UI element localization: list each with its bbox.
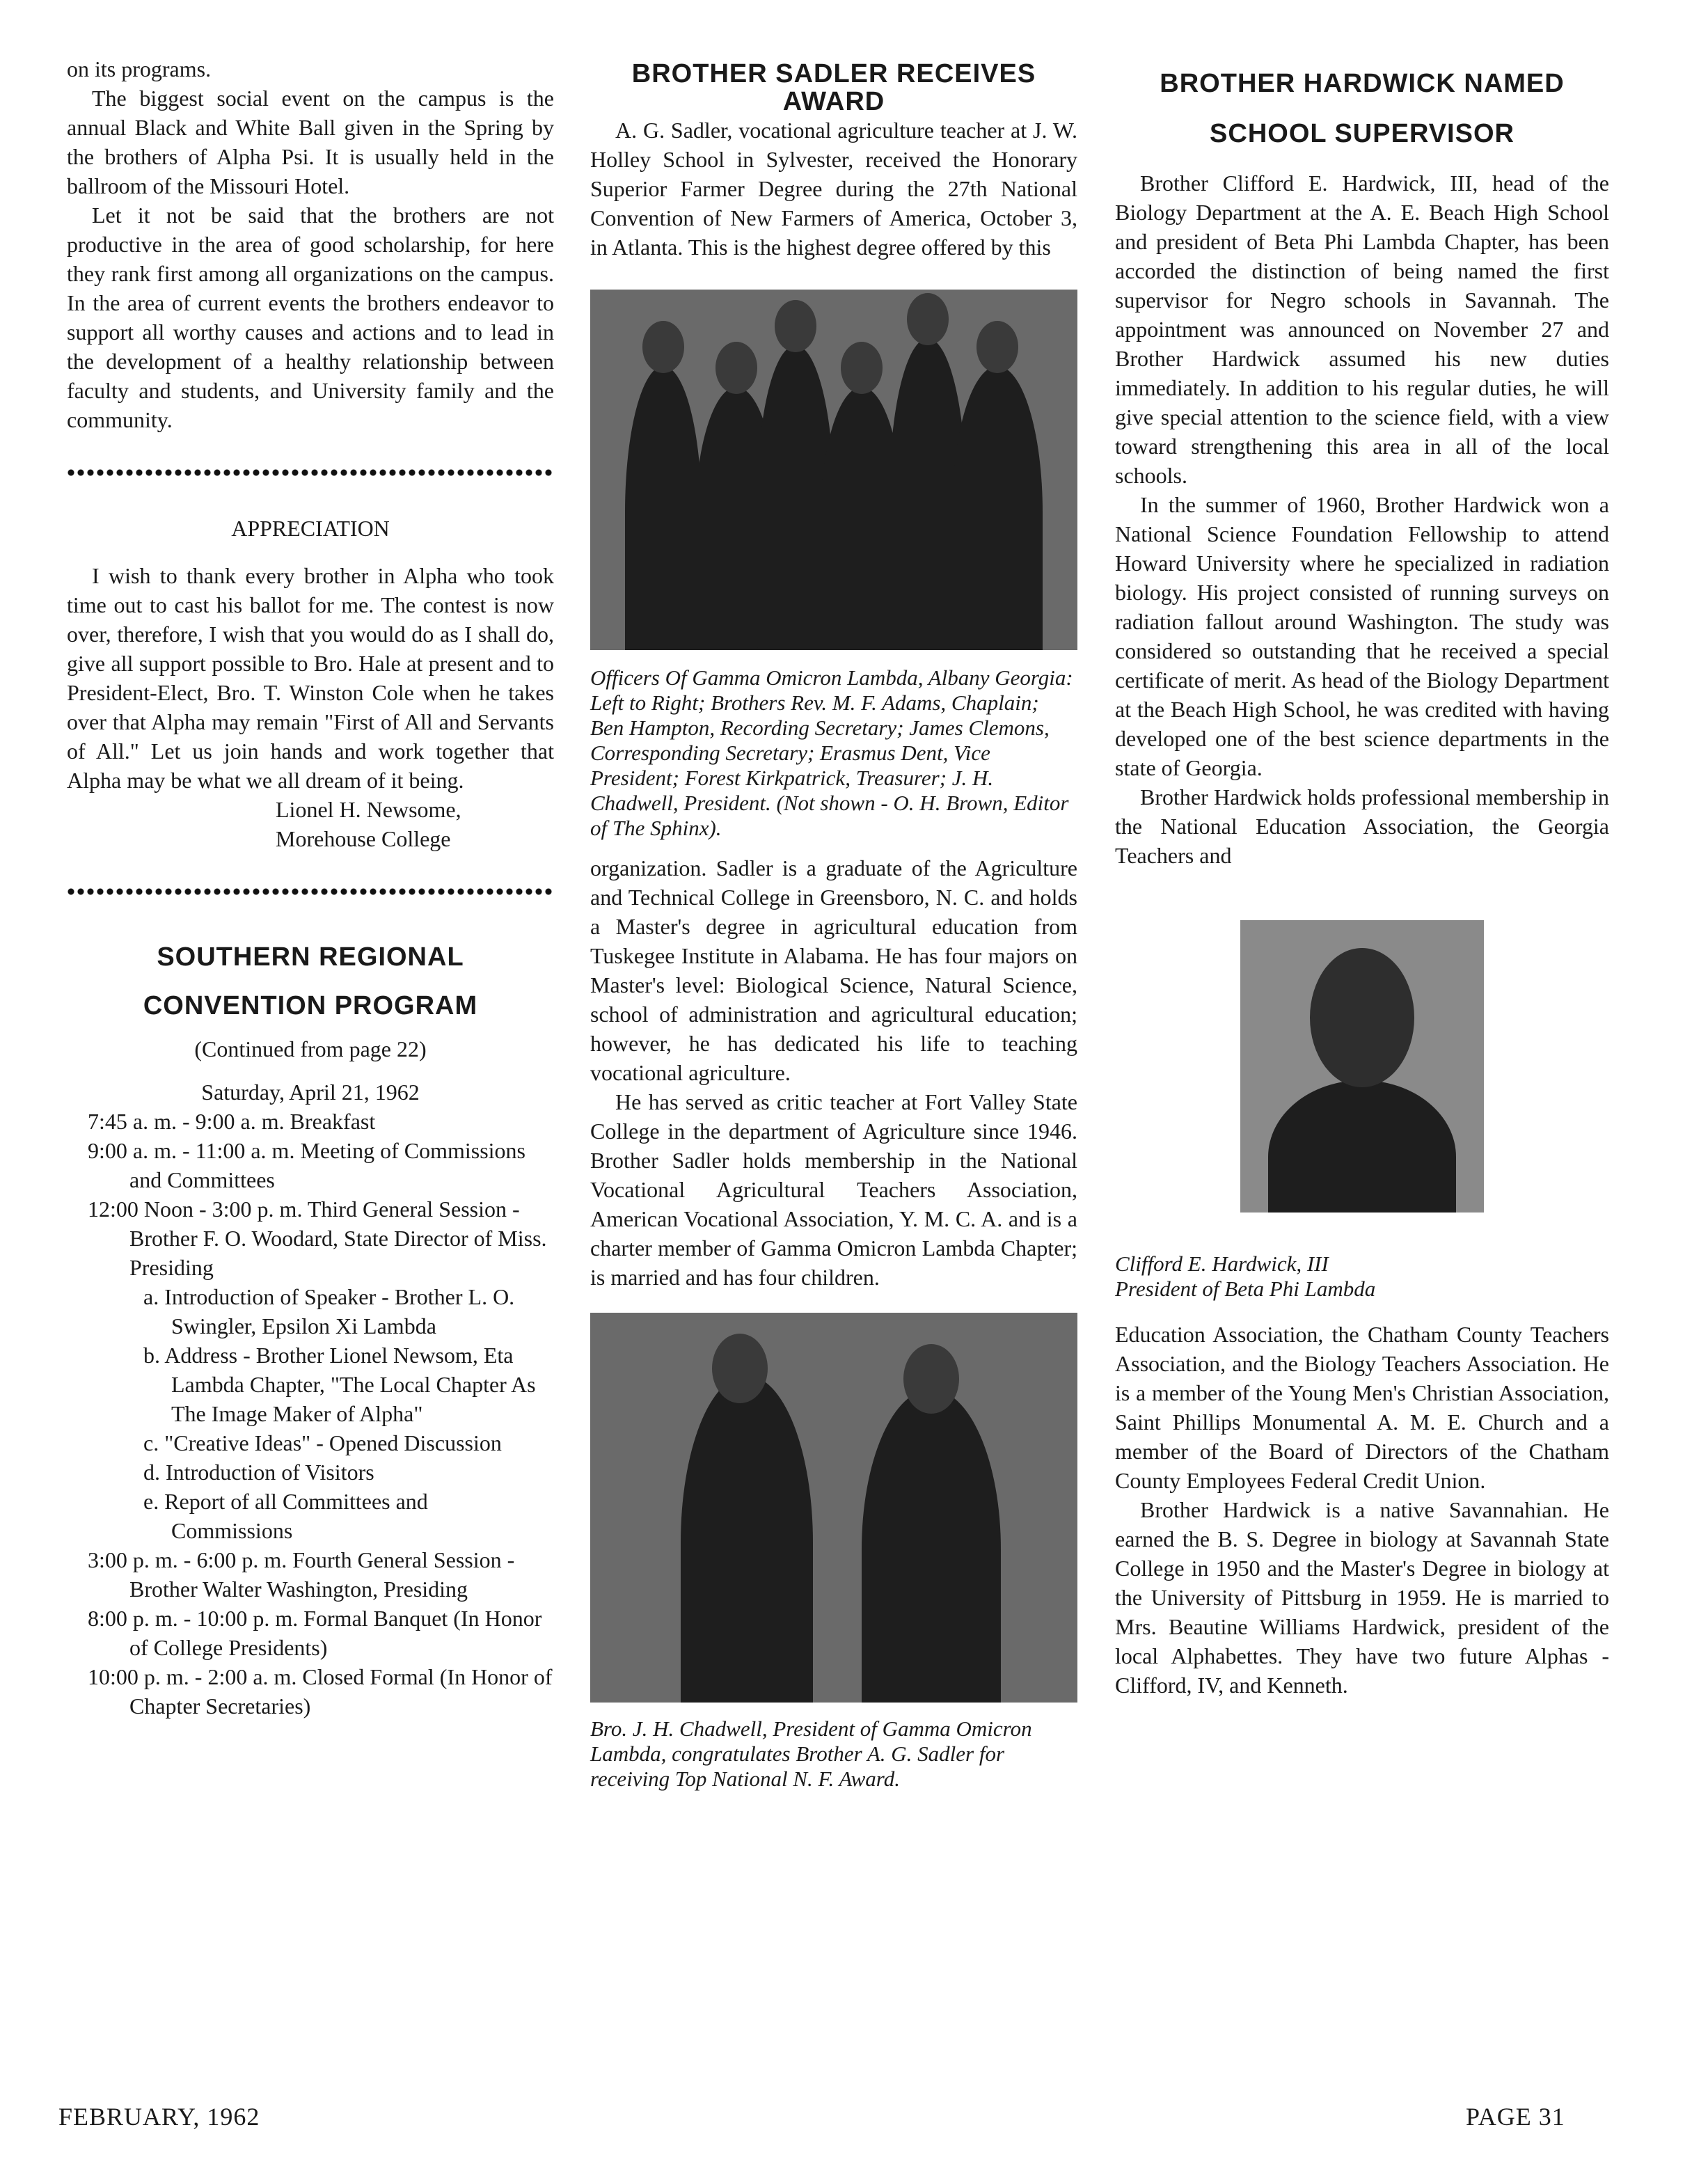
photo-face <box>903 1344 959 1414</box>
photo-face <box>642 321 684 373</box>
photo-figure <box>1268 1080 1456 1213</box>
program-heading-line2: CONVENTION PROGRAM <box>143 991 478 1020</box>
photo-figure <box>681 1375 813 1703</box>
schedule-subitem: b. Address - Brother Lionel Newsom, Eta Lambda Chapter, "The Local Chapter As The Image Maker of Alpha" <box>143 1343 536 1426</box>
program-schedule <box>67 1077 554 1721</box>
schedule-subitem: e. Report of all Committees and Commissions <box>143 1489 428 1543</box>
photo-face <box>1310 948 1414 1087</box>
sadler-body: He has served as critic teacher at Fort Valley State College in the department of Agriculture since 1946. Brother Sadler holds membership in the National Vocational Agricultural Teachers Association, American Vocational Association, Y. M. C. A. and is a charter member of Gamma Omicron Lambda Chapter; is married and has four children. <box>590 1089 1077 1290</box>
photo-face <box>715 342 757 394</box>
photo-figure <box>625 366 702 650</box>
footer-date: FEBRUARY, 1962 <box>58 2103 260 2131</box>
hardwick-paragraph: Brother Hardwick is a native Savannahian. He earned the B. S. Degree in biology at Savannah State College in 1950 and the Master's Degree in biology at the University of Pittsburg in 1959. He is married to Mrs. Beautine Williams Hardwick, president of the local Alphabettes. They have two future Alphas - Clifford, IV, and Kenneth. <box>1115 1497 1609 1698</box>
signature-school: Morehouse College <box>276 826 451 851</box>
column-right <box>1115 58 1609 1700</box>
program-heading-line1: SOUTHERN REGIONAL <box>157 942 464 972</box>
continued-note: (Continued from page 22) <box>194 1036 427 1061</box>
schedule-subitem: d. Introduction of Visitors <box>143 1460 374 1485</box>
schedule-item: 8:00 p. m. - 10:00 p. m. Formal Banquet (In Honor of College Presidents) <box>88 1606 542 1660</box>
footer-page-number: PAGE 31 <box>1466 2103 1565 2131</box>
photo-face <box>907 293 949 345</box>
continuation-text: on its programs. <box>67 56 212 81</box>
schedule-item: 10:00 p. m. - 2:00 a. m. Closed Formal (In Honor of Chapter Secretaries) <box>88 1664 553 1719</box>
photo-face <box>841 342 883 394</box>
sadler-heading-line2: AWARD <box>782 87 885 116</box>
schedule-date: Saturday, April 21, 1962 <box>201 1080 420 1105</box>
hardwick-paragraph: Brother Hardwick holds professional membership in the National Education Association, the Georgia Teachers and <box>1115 784 1609 868</box>
schedule-item: 3:00 p. m. - 6:00 p. m. Fourth General Session - Brother Walter Washington, Presiding <box>88 1547 515 1602</box>
hardwick-paragraph: Brother Clifford E. Hardwick, III, head of the Biology Department at the A. E. Beach High School and president of Beta Phi Lambda Chapter, has been accorded the distinction of being named the first supervisor for Negro schools in Savannah. The appointment was announced on November 27 and Brother Hardwick assumed his new duties immediately. In addition to his regular duties, he will give special attention to the science field, with a view toward strengthening this area in all of the local schools. <box>1115 171 1609 488</box>
appreciation-heading: APPRECIATION <box>231 516 390 541</box>
appreciation-body: I wish to thank every brother in Alpha who took time out to cast his ballot for me. The contest is now over, therefore, I wish that you would do as I shall do, give all support possible to Bro. Hale at present and to President-Elect, Bro. T. Winston Cole when he takes over that Alpha may remain "First of All and Servants of All." Let us join hands and work together that Alpha may be what we all dream of it being. <box>67 563 554 793</box>
hardwick-paragraph: In the summer of 1960, Brother Hardwick won a National Science Foundation Fellowship to attend Howard University where he specialized in radiation biology. His project consisted of running surveys on radiation fallout around Washington. The study was considered so outstanding that he received a special certificate of merit. As head of the Biology Department at the Beach High School, he was credited with having developed one of the best science departments in the state of Georgia. <box>1115 492 1609 780</box>
column-middle <box>590 60 1077 1792</box>
schedule-subitem: a. Introduction of Speaker - Brother L. O. Swingler, Epsilon Xi Lambda <box>143 1284 515 1338</box>
photo-face <box>712 1334 768 1403</box>
signature-name: Lionel H. Newsome, <box>276 797 461 822</box>
paragraph: Let it not be said that the brothers are not productive in the area of good scholarship, for here they rank first among all organizations on the campus. In the area of current events the brothers endeavor to support all worthy causes and actions and to lead in the development of a healthy relationship between faculty and students, and University family and the community. <box>67 203 554 432</box>
column-left <box>67 54 554 1721</box>
schedule-item: 9:00 a. m. - 11:00 a. m. Meeting of Commissions and Committees <box>88 1138 525 1192</box>
hardwick-heading-line2: SCHOOL SUPERVISOR <box>1210 119 1515 148</box>
divider <box>67 887 554 897</box>
portrait-caption: President of Beta Phi Lambda <box>1115 1277 1376 1301</box>
chadwell-sadler-photo <box>590 1313 1077 1703</box>
schedule-subitem: c. "Creative Ideas" - Opened Discussion <box>143 1430 502 1455</box>
portrait-caption: Clifford E. Hardwick, III <box>1115 1251 1329 1276</box>
hardwick-paragraph: Education Association, the Chatham County Teachers Association, and the Biology Teachers Association. He is a member of the Young Men's Christian Association, Saint Phillips Monumental A. M. E. Church and a member of the Board of Directors of the Chatham County Employees Federal Credit Union. <box>1115 1322 1609 1493</box>
sadler-body: organization. Sadler is a graduate of the Agriculture and Technical College in Greensboro, N. C. and holds a Master's degree in agricultural education from Tuskegee Institute in Alabama. He has four majors on Master's level: Biological Science, Natural Science, school of administration and agricultural education; however, he has dedicated his life to teaching vocational agriculture. <box>590 855 1077 1085</box>
photo-figure <box>952 366 1043 650</box>
photo-face <box>775 300 816 352</box>
schedule-item: 12:00 Noon - 3:00 p. m. Third General Session - Brother F. O. Woodard, State Director of Miss. Presiding <box>88 1196 547 1280</box>
chadwell-caption: Bro. J. H. Chadwell, President of Gamma Omicron Lambda, congratulates Brother A. G. Sadler for receiving Top National N. F. Award. <box>590 1716 1032 1791</box>
photo-face <box>976 321 1018 373</box>
officers-photo <box>590 290 1077 650</box>
sadler-heading-line1: BROTHER SADLER RECEIVES <box>631 59 1036 88</box>
officers-caption: Officers Of Gamma Omicron Lambda, Albany Georgia: Left to Right; Brothers Rev. M. F. Adams, Chaplain; Ben Hampton, Recording Secretary; James Clemons, Corresponding Secretary; Erasmus Dent, Vice President; Forest Kirkpatrick, Treasurer; J. H. Chadwell, President. (Not shown - O. H. Brown, Editor of The Sphinx). <box>590 665 1073 840</box>
divider <box>67 468 554 477</box>
sadler-intro: A. G. Sadler, vocational agriculture teacher at J. W. Holley School in Sylvester, received the Honorary Superior Farmer Degree during the 27th National Convention of New Farmers of America, October 3, in Atlanta. This is the highest degree offered by this <box>590 118 1077 260</box>
photo-figure <box>862 1389 1001 1703</box>
hardwick-portrait <box>1240 920 1484 1213</box>
hardwick-heading-line1: BROTHER HARDWICK NAMED <box>1160 69 1565 98</box>
paragraph: The biggest social event on the campus is the annual Black and White Ball given in the Spring by the brothers of Alpha Psi. It is usually held in the ballroom of the Missouri Hotel. <box>67 86 554 198</box>
schedule-item: 7:45 a. m. - 9:00 a. m. Breakfast <box>88 1109 376 1134</box>
